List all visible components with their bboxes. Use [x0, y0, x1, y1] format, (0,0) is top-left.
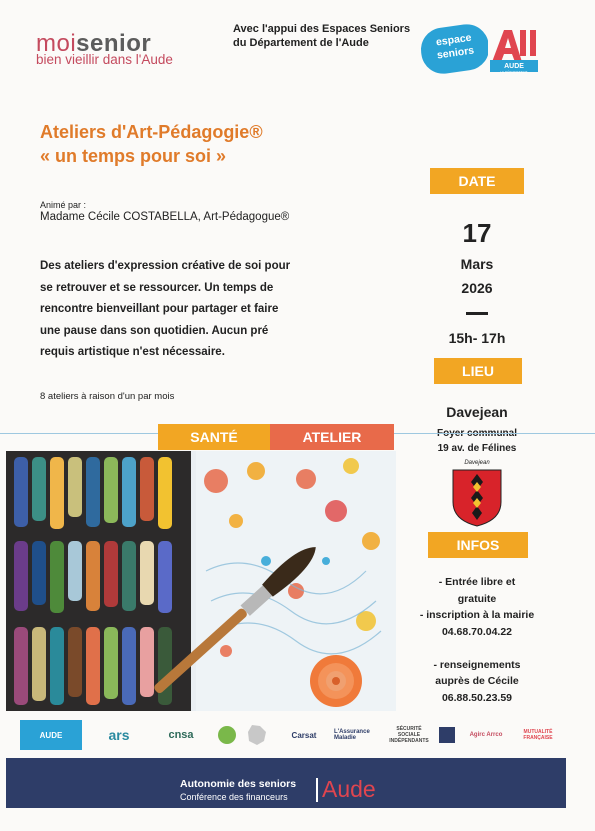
support-line-1: Avec l'appui des Espaces Seniors: [233, 23, 411, 35]
event-place: Davejean: [446, 404, 508, 420]
support-line-2: du Département de l'Aude: [233, 37, 369, 49]
partner-square-icon: [439, 727, 455, 743]
ateliers-note: 8 ateliers à raison d'un par mois: [40, 391, 175, 402]
partner-circle-icon: [217, 725, 237, 745]
description: [40, 256, 375, 364]
event-year: 2026: [461, 280, 493, 296]
infos-text: [400, 574, 554, 706]
tag-atelier: ATELIER: [270, 424, 394, 450]
brand-moi: moi: [36, 30, 77, 57]
footer-line-2: Conférence des financeurs: [180, 792, 288, 802]
infos-label: INFOS: [428, 532, 528, 558]
partner-logo-circle: [216, 720, 238, 750]
date-divider: [466, 312, 488, 315]
tag-sante: SANTÉ: [158, 424, 270, 450]
description-line: Des ateliers d'expression créative de soi pour: [40, 260, 291, 272]
title-line-1: Ateliers d'Art-Pédagogie®: [40, 122, 263, 142]
infos-line: auprès de Cécile: [435, 675, 519, 687]
event-day: 17: [462, 218, 492, 248]
infos-line: - renseignements: [433, 658, 521, 671]
espace-seniors-logo: [418, 21, 492, 76]
partner-logo-mutualite: MUTUALITÉ FRANÇAISE: [523, 729, 553, 741]
espace-logo-line-1: espace: [435, 31, 473, 49]
footer-divider: [316, 778, 318, 802]
aude-departement-logo: [488, 26, 540, 74]
partner-logo-cnsa: cnsa: [168, 729, 194, 741]
partner-logos: [18, 720, 578, 754]
crest-label: Davejean: [464, 460, 490, 466]
brand-tagline: bien vieillir dans l'Aude: [36, 52, 173, 67]
partner-logo-secu-independants: SÉCURITÉ SOCIALE INDÉPENDANTS: [389, 726, 429, 744]
france-map-icon: [246, 723, 268, 747]
animator-name: Madame Cécile COSTABELLA, Art-Pédagogue®: [40, 211, 290, 223]
infos-phone: 04.68.70.04.22: [441, 625, 513, 638]
address-line-2: 19 av. de Félines: [437, 443, 517, 454]
brand-senior: senior: [76, 30, 152, 57]
event-time: 15h- 17h: [448, 330, 506, 346]
event-address: [410, 426, 544, 456]
footer-line-1: Autonomie des seniors: [180, 778, 297, 790]
page-title: [40, 120, 263, 168]
partner-logo-square: [438, 720, 456, 750]
animator-label: Animé par :: [40, 200, 87, 210]
aude-logo-subtext: LE DÉPARTEMENT: [500, 70, 528, 74]
lieu-label: LIEU: [434, 358, 522, 384]
title-line-2: « un temps pour soi »: [40, 146, 227, 166]
event-month: Mars: [460, 256, 494, 272]
espace-logo-line-2: seniors: [436, 44, 475, 62]
infos-line: - Entrée libre et: [438, 576, 516, 588]
support-text: [233, 22, 410, 50]
partner-logo-agirc-arrco: Agirc Arrco: [469, 732, 503, 738]
footer-aude: Aude: [322, 776, 376, 802]
description-line: se retrouver et se ressourcer. Un temps de: [40, 281, 274, 294]
infos-line: gratuite: [457, 592, 497, 605]
partner-logo-carsat: Carsat: [291, 730, 317, 740]
description-line: rencontre bienveillant pour partager et faire: [40, 303, 279, 315]
aude-logo-text: AUDE: [504, 63, 524, 70]
davejean-crest-icon: [451, 468, 503, 528]
partner-logo-aude: AUDE: [20, 720, 82, 750]
infos-phone: 06.88.50.23.59: [441, 691, 513, 704]
partner-logo-assurance-maladie: L'Assurance Maladie: [334, 729, 370, 741]
pastels-paintbrush-photo: [6, 451, 396, 711]
partner-logo-ars: ars: [108, 727, 130, 743]
description-line: requis artistique n'est nécessaire.: [40, 346, 225, 358]
infos-line: - inscription à la mairie: [419, 609, 535, 621]
infos-line: [400, 640, 554, 657]
partner-logo-france: [246, 720, 268, 750]
description-line: une pause dans son quotidien. Aucun pré: [40, 324, 269, 337]
date-label: DATE: [430, 168, 524, 194]
